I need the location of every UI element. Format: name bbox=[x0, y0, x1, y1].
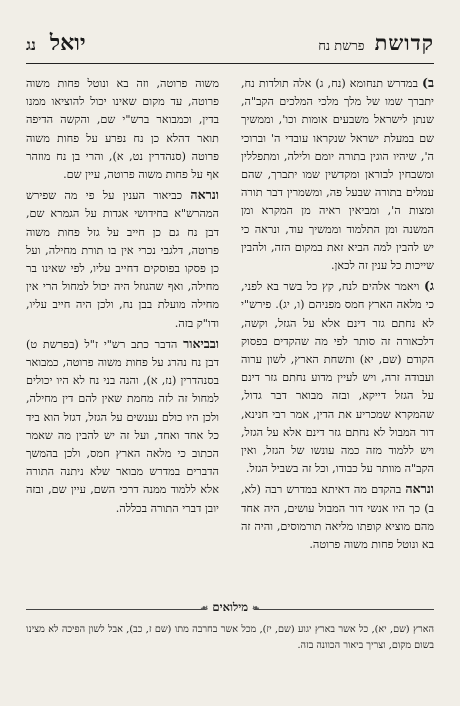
supplement-divider bbox=[26, 602, 434, 616]
paragraph-text: משוה פרוטה, וזה בא ונוטל פחות משוה פרוטה, עד מקום שאינו יכול להוציאו ממנו בדין, וכמבואר ברש"י שם, והקשה הדיפה תואר דהלא כן נח נפרע על פחות משוה פרוטה (סנהדרין נט, א), והרי בן נח מוזהר אף על פחות משוה פרוטה, עיין שם. bbox=[26, 77, 219, 182]
paragraph bbox=[241, 480, 434, 554]
section-title: יואל bbox=[49, 30, 86, 56]
header-right bbox=[318, 30, 434, 56]
paragraph bbox=[26, 186, 219, 333]
ornament-icon: ❧ bbox=[252, 604, 260, 614]
paragraph-text: במדרש תנחומא (נח, ג) אלה תולדות נח, יתברך שמו של מלך מלכי המלכים הקב"ה, שנתן לישראל משבעים אומות וכו', וממשיך שם במעלת ישראל שנקראו עובדי ה' וברוכי ה', שיהיו הוגין בתורה יומם ולילה, ומתפללין ומשבחין לבוראן ומקדשין שמו יתברך, שהם עמלים בתורה שבעל פה, ומשמרין דבר תורה ומצות ה', ומביאין ראיה מן המקרא ומן המשנה ומן התלמוד וממשיך עוד, ונראה כי יש להבין למה הביא זאת במקום הזה, ולהבין שייכות כל ענין זה לכאן. bbox=[241, 77, 434, 273]
paragraph-lead: ג) bbox=[423, 278, 434, 294]
supplement-text: הארץ (שם, יא), כל אשר בארץ יגוע (שם, יז), מכל אשר בחרבה מתו (שם ז, כב), אבל לשון הפיכה לא מצינו בשום מקום, וצריך ביאור הכוונה בזה. bbox=[26, 624, 434, 651]
paragraph-text: הדבר כתב רש"י ז"ל (בפרשת ט) דבן נח נהרג על פחות משוה פרוטה, כמבואר בסנהדרין (נז, א), והנה בני נח לא היו יכולים למחול זה לזה מחמת שאין להם דין מחילה, ולכן היו כולם נענשים על הגזל, דגזל הוא ביד כל אחד ואחד, ועל זה יש להבין מה שאמר הכתוב כי מלאה הארץ חמס, ולכן בהמשך הדברים במדרש מבואר שלא ניתנה התורה אלא ללמוד ממנה דרכי השם, עיין שם, ובזה יובן דברי התורה בכללה. bbox=[26, 337, 219, 515]
header-left bbox=[26, 30, 86, 56]
divider-label bbox=[200, 600, 259, 614]
header-rule bbox=[26, 63, 434, 64]
paragraph-lead: ונראה bbox=[405, 481, 434, 497]
paragraph-lead: ב) bbox=[422, 75, 434, 90]
left-column bbox=[26, 74, 219, 520]
paragraph-text: כביאור הענין על פי מה שפירש המהרש"א בחידושי אגדות על הגמרא שם, דבן נח גם כן חייב על גזל פחות משוה פרוטה, דלגבי נכרי אין בו תורת מחילה, ועל כן פסקו בפוסקים דחייב עליו, לפי שאינו בר מחילה, ואף שהגוזל היה יכול למחול הרי אין מחילה מועלת בבן נח, ולכן היה חייב עליו, ודו"ק בזה. bbox=[26, 189, 219, 330]
paragraph bbox=[241, 74, 434, 275]
divider-line-left bbox=[26, 609, 206, 610]
running-header bbox=[26, 30, 434, 60]
right-column bbox=[241, 74, 434, 556]
paragraph-text: בהקדם מה דאיתא במדרש רבה (לא, ב) כך היו אנשי דור המבול עושים, היה אחד מהם מוציא קופתו מליאה תורמוסים, והיה זה בא ונוטל פחות משוה פרוטה. bbox=[241, 483, 434, 552]
page-number: נג bbox=[26, 36, 36, 54]
ornament-icon: ☙ bbox=[200, 604, 209, 614]
paragraph bbox=[26, 74, 219, 184]
paragraph bbox=[241, 277, 434, 478]
paragraph bbox=[26, 335, 219, 518]
book-title: קדושת bbox=[374, 30, 434, 55]
paragraph-text: ויאמר אלהים לנח, קץ כל בשר בא לפני, כי מלאה הארץ חמס מפניהם (ו, יג). פירש"י לא נחתם גזר דינם אלא על הגזל, וקשה, דלכאורה זה סותר לפי מה שהקדים בפסוק הקודם (שם, יא) ותשחת הארץ, לשון ערוה ועבודה זרה, ויש לעיין מדוע נחתם גזר דינם על הגזל דייקא, ובזה מבואר דבר גדול, שהמקרא שמכריע את הדין, אמר רבי חנינא, דור המבול לא נחתם גזר דינם אלא על הגזל, ויש ללמוד מזה כמה עונשו של הגזל, ואין הקב"ה מוותר על כבודו, וכל זה בשביל הגזל. bbox=[241, 280, 434, 476]
paragraph-lead: ובביאור bbox=[183, 335, 219, 351]
divider-line-right bbox=[254, 609, 434, 610]
paragraph-lead: ונראה bbox=[190, 187, 219, 203]
parasha-name: פרשת נח bbox=[318, 39, 365, 54]
divider-label-text: מילואים bbox=[212, 600, 249, 614]
